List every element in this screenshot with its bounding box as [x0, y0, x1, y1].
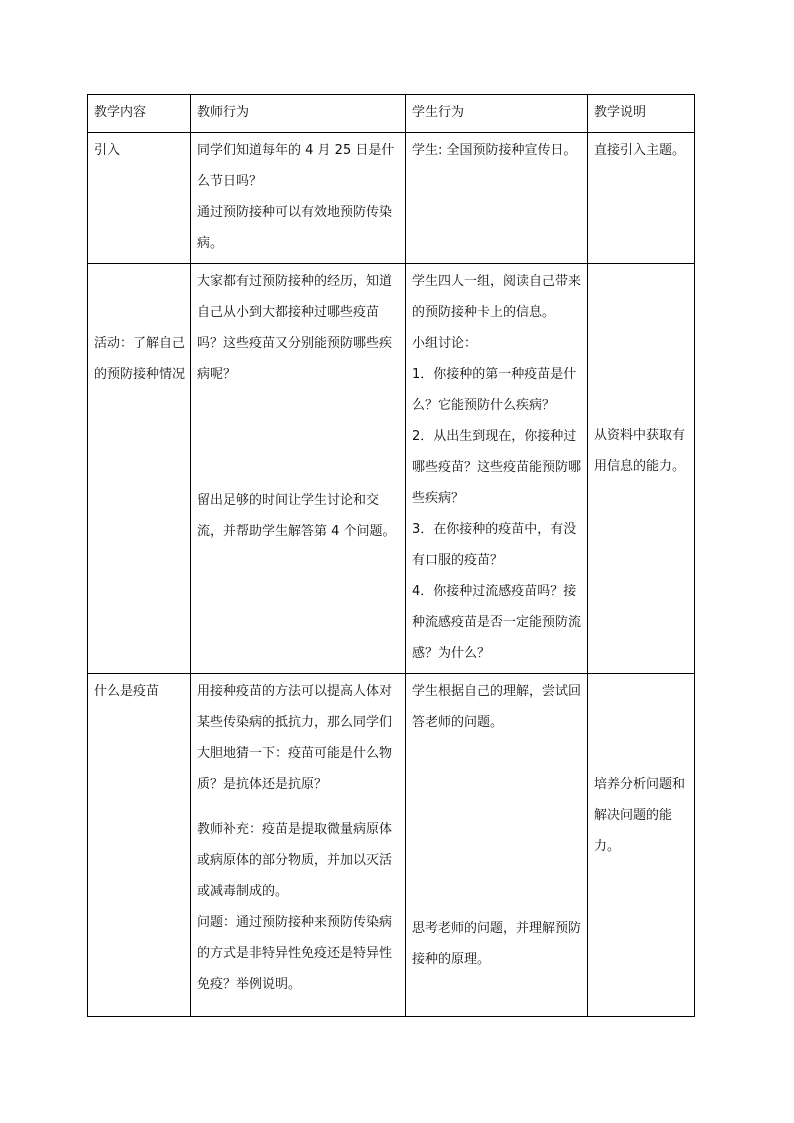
spacer — [197, 390, 400, 485]
header-cell-note: 教学说明 — [588, 95, 695, 133]
cell-teacher — [191, 674, 406, 1017]
cell-note — [588, 264, 695, 674]
cell-student — [406, 674, 588, 1017]
cell-student — [406, 133, 588, 264]
cell-content — [88, 264, 191, 674]
header-cell-teacher: 教师行为 — [191, 95, 406, 133]
student-text: 思考老师的问题，并理解预防接种的原理。 — [412, 921, 582, 967]
student-text: 2．从出生到现在，你接种过哪些疫苗？这些疫苗能预防哪些疾病？ — [412, 429, 582, 506]
student-text: 4．你接种过流感疫苗吗？接种流感疫苗是否一定能预防流感？为什么？ — [412, 584, 582, 661]
header-cell-student: 学生行为 — [406, 95, 588, 133]
teacher-text: 留出足够的时间让学生讨论和交流，并帮助学生解答第 4 个问题。 — [197, 493, 396, 539]
cell-teacher — [191, 133, 406, 264]
student-text: 学生根据自己的理解，尝试回答老师的问题。 — [412, 684, 582, 730]
cell-note: 直接引入主题。 — [588, 133, 695, 264]
lesson-plan-table — [87, 94, 695, 1017]
cell-teacher — [191, 264, 406, 674]
table-row — [88, 133, 695, 264]
header-cell-content: 教学内容 — [88, 95, 191, 133]
content-text: 活动：了解自己的预防接种情况 — [94, 336, 186, 382]
teacher-text: 用接种疫苗的方法可以提高人体对某些传染病的抵抗力，那么同学们大胆地猜一下：疫苗可能是什么物质？是抗体还是抗原？ — [197, 684, 393, 792]
student-text: 学生: 全国预防接种宣传日。 — [412, 143, 577, 158]
cell-note — [588, 674, 695, 1017]
note-text: 培养分析问题和解决问题的能力。 — [594, 777, 686, 854]
cell-content: 引入 — [88, 133, 191, 264]
table-row — [88, 674, 695, 1017]
student-text: 3．在你接种的疫苗中，有没有口服的疫苗？ — [412, 522, 577, 568]
teacher-text: 通过预防接种可以有效地预防传染病。 — [197, 205, 393, 251]
table-header-row — [88, 95, 695, 133]
teacher-text: 教师补充：疫苗是提取微量病原体或病原体的部分物质，并加以灭活或减毒制成的。 — [197, 822, 393, 899]
spacer — [197, 800, 400, 814]
cell-content: 什么是疫苗 — [88, 674, 191, 1017]
student-text: 学生四人一组，阅读自己带来的预防接种卡上的信息。 — [412, 274, 582, 320]
cell-student — [406, 264, 588, 674]
student-text: 1．你接种的第一种疫苗是什么？它能预防什么疾病？ — [412, 367, 577, 413]
table-row — [88, 264, 695, 674]
student-text: 小组讨论： — [412, 336, 478, 351]
teacher-text: 大家都有过预防接种的经历，知道自己从小到大都接种过哪些疫苗吗？这些疫苗又分别能预防哪些疾病呢？ — [197, 274, 393, 382]
note-text: 从资料中获取有用信息的能力。 — [594, 428, 686, 474]
spacer — [412, 738, 582, 913]
teacher-text: 同学们知道每年的 4 月 25 日是什么节日吗？ — [197, 143, 395, 189]
teacher-text: 问题：通过预防接种来预防传染病的方式是非特异性免疫还是特异性免疫？举例说明。 — [197, 915, 393, 992]
